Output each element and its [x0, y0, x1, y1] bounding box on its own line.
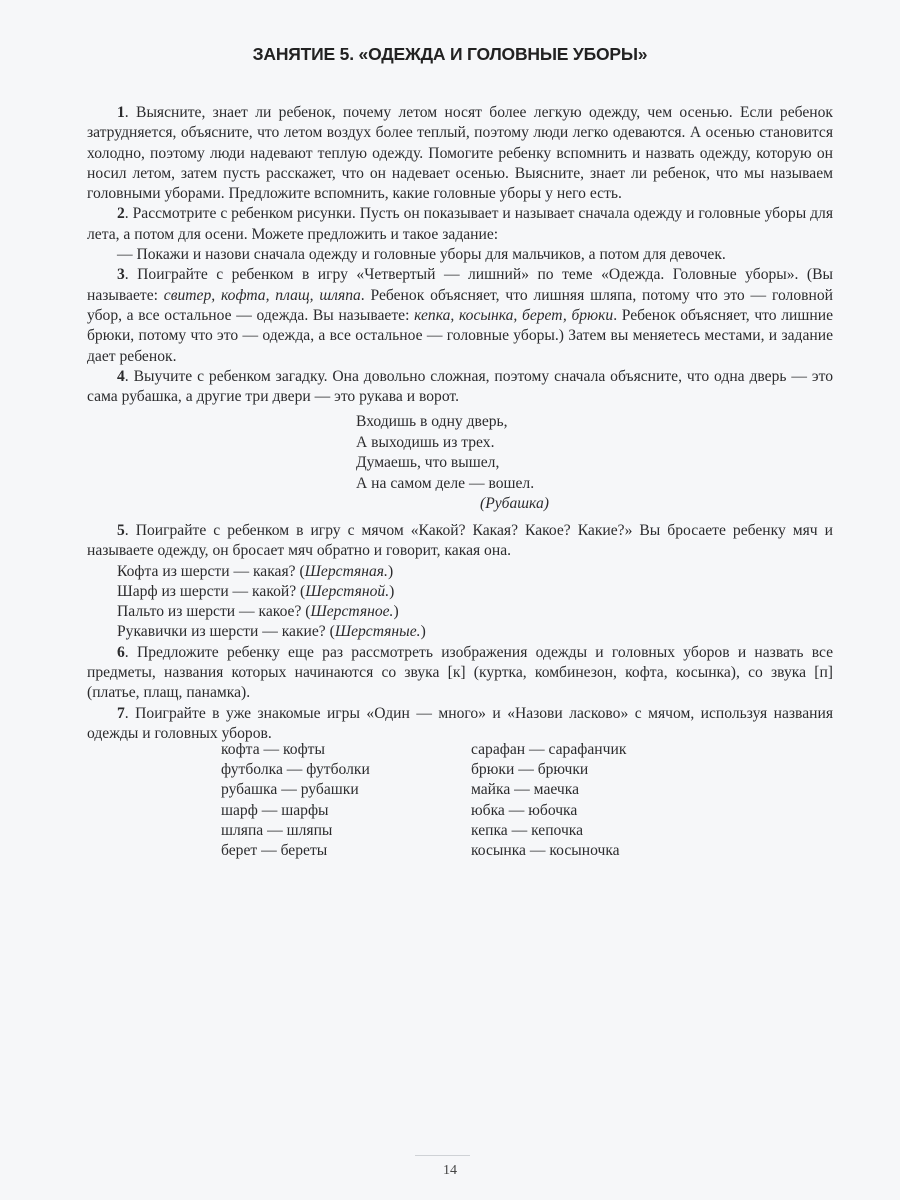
paragraph-text: . Рассмотрите с ребенком рисунки. Пусть он показывает и называет сначала одежду и головные уборы для лета, а потом для осени. Можете предложить и такое задание: [87, 205, 833, 243]
question-text: Пальто из шерсти — какое? ( [117, 603, 311, 621]
word-pairs-plural [221, 740, 370, 861]
question-line [87, 622, 833, 642]
word-pair: сарафан — сарафанчик [471, 741, 627, 758]
item-number: 3 [117, 266, 125, 284]
word-pair: рубашка — рубашки [221, 781, 359, 799]
answer-italic: Шерстяная. [304, 562, 388, 580]
word-pair: шарф — шарфы [221, 801, 329, 819]
word-list-italic: кепка, косынка, берет, брюки [414, 306, 614, 324]
paragraph-7 [87, 704, 833, 745]
question-line [87, 582, 833, 602]
paragraph-6 [87, 643, 833, 704]
question-text: Шарф из шерсти — какой? ( [117, 582, 306, 600]
paragraph-text: . Поиграйте с ребенком в игру с мячом «Какой? Какая? Какое? Какие?» Вы бросаете ребенку мяч и называете одежду, он бросает мяч обратно и говорит, какая она. [87, 522, 833, 560]
paragraph-text: . Выясните, знает ли ребенок, почему летом носят более легкую одежду, чем осенью. Если ребенок затрудняется, объясните, что летом воздух более теплый, поэтому люди легко одеваются. А осенью становится холодно, поэтому люди надевают теплую одежду. Помогите ребенку вспомнить и назвать одежду, которую он носил летом, затем пусть расскажет, что он надевает осенью. Выясните, знает ли ребенок, что мы называем головными уборами. Предложите вспомнить, какие головные уборы у него есть. [87, 104, 833, 203]
answer-italic: Шерстяной. [305, 582, 390, 600]
word-pair: косынка — косыночка [471, 842, 620, 860]
word-pair: футболка — футболки [221, 761, 370, 779]
riddle-line: Входишь в одну дверь, [356, 413, 508, 430]
paragraph-3 [87, 265, 833, 366]
paragraph-text: . Выучите с ребенком загадку. Она довольно сложная, поэтому сначала объясните, что одна дверь — это сама рубашка, а другие три двери — это рукава и ворот. [87, 367, 833, 406]
question-line [87, 562, 833, 582]
item-number: 1 [117, 104, 125, 121]
paragraph-text: . Поиграйте в уже знакомые игры «Один — много» и «Назови ласково» с мячом, используя названия одежды и головных уборов. [87, 704, 833, 742]
word-list-italic: свитер, кофта, плащ, шляпа [163, 286, 361, 304]
paragraph-text: . Ребенок объясняет, что лишние брюки, потому что это — одежда, а все остальное — головные уборы.) Затем вы меняетесь местами, и задание дает ребенок. [87, 306, 834, 365]
paragraph-text: . Ребенок объясняет, что лишняя шляпа, потому что это — головной убор, а все остальное — одежда. Вы называете: [87, 286, 833, 324]
item-number: 6 [117, 643, 125, 661]
paragraph-1 [87, 103, 833, 204]
question-text: Рукавички из шерсти — какие? ( [117, 623, 335, 641]
section-games [87, 521, 833, 744]
word-pair: кепка — кепочка [471, 821, 584, 839]
footer-divider [415, 1155, 470, 1156]
question-line [87, 602, 833, 622]
word-pair: берет — береты [221, 842, 328, 860]
word-pair: шляпа — шляпы [221, 821, 333, 839]
item-number: 4 [117, 367, 125, 385]
bracket: ) [393, 603, 399, 621]
riddle-line: А выходишь из трех. [356, 433, 495, 451]
paragraph-text: . Поиграйте с ребенком в игру «Четвертый — лишний» по теме «Одежда. Головные уборы». (Вы называете: [87, 266, 833, 304]
item-number: 2 [117, 205, 125, 223]
bracket: ) [389, 582, 395, 600]
word-pair: майка — маечка [471, 781, 579, 799]
paragraph-text: . Предложите ребенку еще раз рассмотреть изображения одежды и головных уборов и назвать все предметы, названия которых начинаются со звука [к] (куртка, комбинезон, кофта, косынка), со звука [п] (платье, плащ, панамка). [87, 643, 833, 702]
word-pair: брюки — брючки [471, 761, 589, 779]
page-number: 14 [443, 1163, 457, 1178]
answer-italic: Шерстяное. [310, 603, 394, 621]
word-pair: кофта — кофты [221, 741, 325, 758]
riddle-line: Думаешь, что вышел, [356, 454, 500, 471]
word-pair: юбка — юбочка [471, 801, 578, 819]
paragraph-2 [87, 204, 833, 245]
dialog-line: — Покажи и назови сначала одежду и головные уборы для мальчиков, а потом для девочек. [117, 246, 726, 264]
word-pairs-diminutive [471, 740, 626, 861]
riddle-answer: (Рубашка) [480, 495, 549, 512]
bracket: ) [387, 562, 394, 580]
bracket: ) [420, 623, 426, 641]
riddle-line: А на самом деле — вошел. [356, 474, 535, 492]
section-intro [87, 103, 833, 407]
page-title: ЗАНЯТИЕ 5. «ОДЕЖДА И ГОЛОВНЫЕ УБОРЫ» [252, 44, 648, 64]
riddle-poem [356, 412, 549, 515]
paragraph-4 [87, 367, 833, 408]
paragraph-5 [87, 521, 833, 562]
item-number: 7 [117, 704, 125, 722]
question-text: Кофта из шерсти — какая? ( [117, 562, 305, 580]
item-number: 5 [117, 522, 125, 539]
answer-italic: Шерстяные. [334, 623, 421, 641]
